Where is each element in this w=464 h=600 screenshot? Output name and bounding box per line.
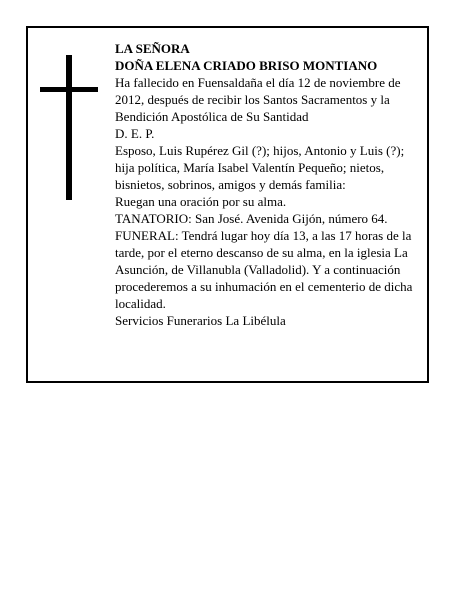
obituary-notice xyxy=(26,26,429,383)
rip-text: D. E. P. xyxy=(115,126,155,141)
family-statement: Esposo, Luis Rupérez Gil (?); hijos, Antonio y Luis (?); hija política, María Isabel Valentín Pequeño; nietos, bisnietos, sobrinos, amigos y demás familia: xyxy=(115,143,405,192)
prayer-request: Ruegan una oración por su alma. xyxy=(115,194,287,209)
funeral-info: FUNERAL: Tendrá lugar hoy día 13, a las 17 horas de la tarde, por el eterno descanso de su alma, en la iglesia La Asunción, de Villanubla (Valladolid). Y a continuación procederemos a su inhumación en el cementerio de dicha localidad. xyxy=(115,228,413,311)
funeral-services: Servicios Funerarios La Libélula xyxy=(115,313,286,328)
tanatorio-info: TANATORIO: San José. Avenida Gijón, número 64. xyxy=(115,211,388,226)
notice-title: LA SEÑORA xyxy=(115,41,190,56)
cross-horizontal-bar xyxy=(40,87,98,92)
cross-icon xyxy=(40,55,98,200)
deceased-name: DOÑA ELENA CRIADO BRISO MONTIANO xyxy=(115,58,378,73)
notice-text-block xyxy=(115,40,423,329)
cross-vertical-bar xyxy=(66,55,72,200)
death-statement: Ha fallecido en Fuensaldaña el día 12 de noviembre de 2012, después de recibir los Santos Sacramentos y la Bendición Apostólica de Su Santidad xyxy=(115,75,401,124)
